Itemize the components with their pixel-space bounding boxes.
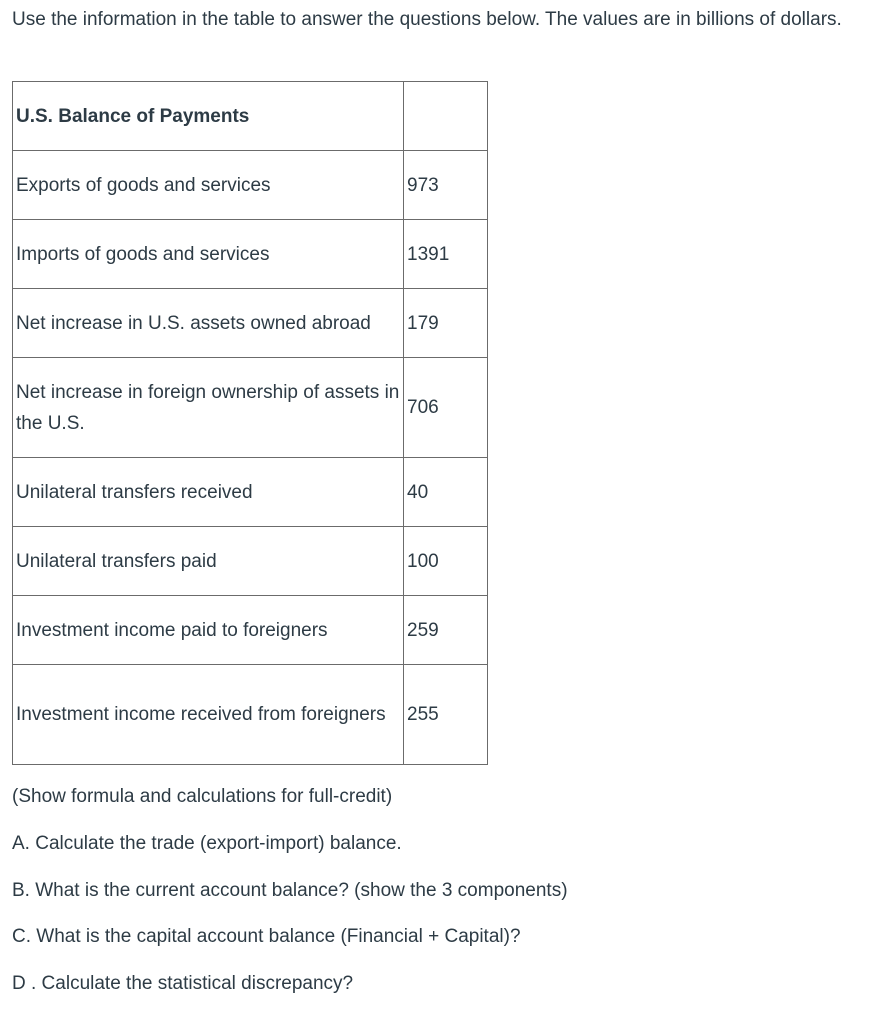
row-value: 179 [404,289,488,358]
row-value: 1391 [404,220,488,289]
table-title-cell: U.S. Balance of Payments [13,82,404,151]
table-row [13,151,488,220]
row-value: 255 [404,665,488,765]
table-row [13,220,488,289]
row-label: Unilateral transfers received [13,458,404,527]
table-row [13,665,488,765]
question-b: B. What is the current account balance? (show the 3 components) [12,879,568,901]
question-d: D . Calculate the statistical discrepancy? [12,973,354,995]
question-c: C. What is the capital account balance (Financial + Capital)? [12,926,521,948]
row-value: 973 [404,151,488,220]
row-label: Imports of goods and services [13,220,404,289]
table-header-value-cell [404,82,488,151]
row-label: Unilateral transfers paid [13,527,404,596]
table-row [13,358,488,458]
instructions-text: Use the information in the table to answer the questions below. The values are in billions of dollars. [12,9,842,30]
table-row [13,596,488,665]
table-row [13,458,488,527]
row-label: Investment income received from foreigners [13,665,404,765]
row-value: 259 [404,596,488,665]
questions-section [12,781,872,1015]
row-label: Investment income paid to foreigners [13,596,404,665]
row-value: 100 [404,527,488,596]
balance-of-payments-table [12,81,488,765]
table-row [13,527,488,596]
row-value: 40 [404,458,488,527]
row-label: Exports of goods and services [13,151,404,220]
row-label: Net increase in U.S. assets owned abroad [13,289,404,358]
question-a: A. Calculate the trade (export-import) balance. [12,832,402,854]
table-row [13,289,488,358]
row-value: 706 [404,358,488,458]
table-header-row [13,82,488,151]
row-label: Net increase in foreign ownership of assets in the U.S. [13,358,404,458]
credit-note: (Show formula and calculations for full-credit) [12,786,393,807]
